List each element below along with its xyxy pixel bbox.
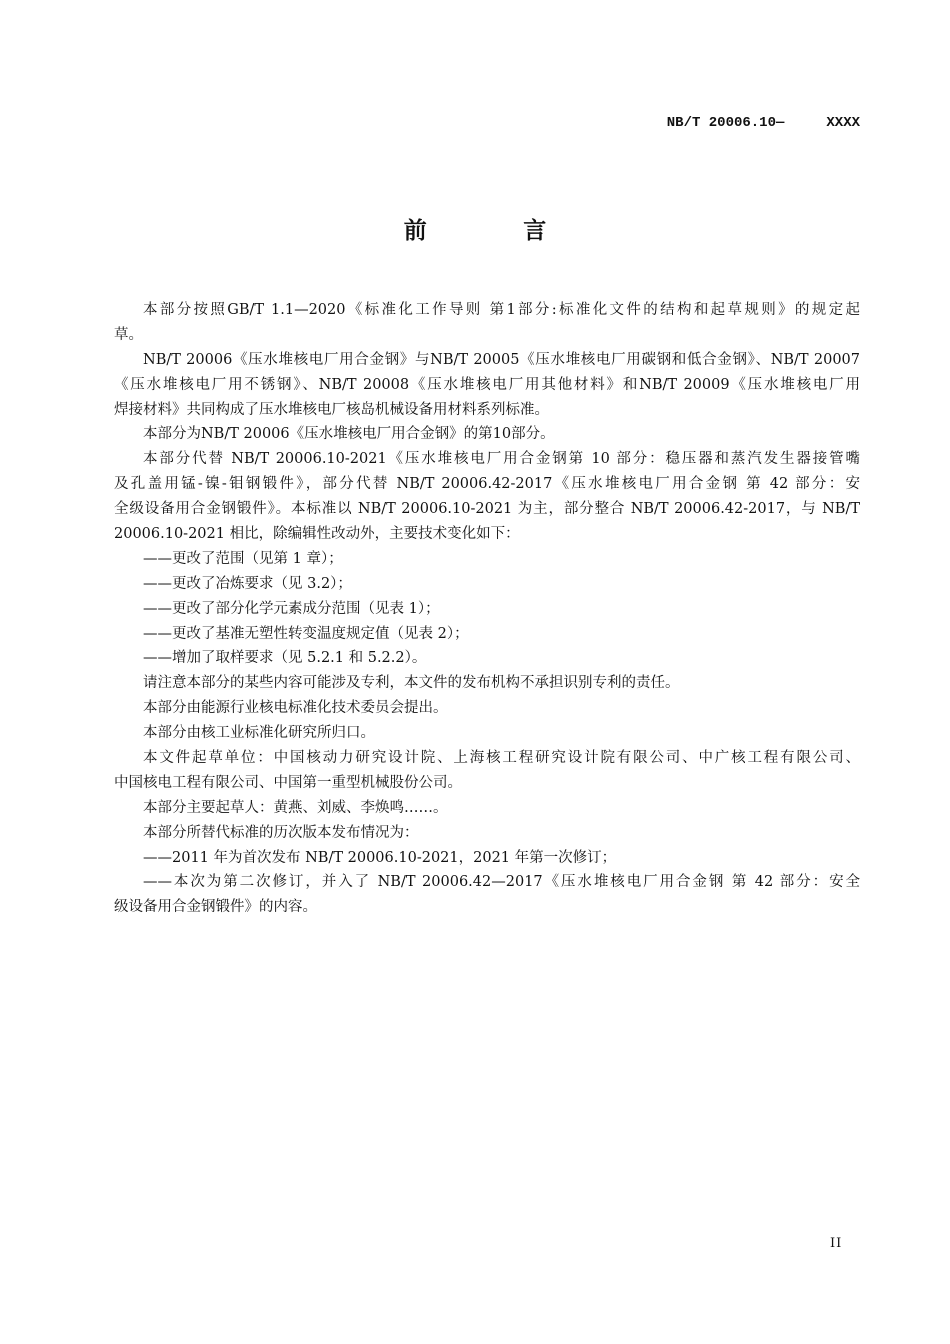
paragraph: [114, 721, 860, 746]
paragraph-line: 全级设备用合金钢锻件》。本标准以 NB/T 20006.10-2021 为主，部分整合 NB/T 20006.42-2017，与 NB/T: [114, 501, 860, 518]
paragraph: [114, 597, 860, 622]
paragraph-line: 《压水堆核电厂用不锈钢》、NB/T 20008《压水堆核电厂用其他材料》和NB/T 20009《压水堆核电厂用: [114, 376, 860, 393]
paragraph-line: ——更改了冶炼要求（见 3.2）；: [143, 575, 352, 592]
paragraph-line: 中国核电工程有限公司、中国第一重型机械股份公司。: [114, 774, 462, 791]
paragraph-line: 本部分由能源行业核电标准化技术委员会提出。: [143, 700, 448, 717]
paragraph: [114, 622, 860, 647]
paragraph-line: ——更改了基准无塑性转变温度规定值（见表 2）；: [143, 625, 469, 642]
paragraph-line: 本部分主要起草人：黄燕、刘威、李焕鸣……。: [143, 799, 448, 816]
paragraph-line: NB/T 20006《压水堆核电厂用合金钢》与NB/T 20005《压水堆核电厂用碳钢和低合金钢》、NB/T 20007: [143, 351, 860, 368]
paragraph-line: 及孔盖用锰-镍-钼钢锻件》，部分代替 NB/T 20006.42-2017《压水堆核电厂用合金钢 第 42 部分：安: [114, 476, 860, 493]
paragraph: [114, 572, 860, 597]
paragraph-line: 20006.10-2021 相比，除编辑性改动外，主要技术变化如下：: [114, 526, 520, 543]
page-title: 前 言: [403, 218, 584, 244]
paragraph-line: ——2011 年为首次发布 NB/T 20006.10-2021，2021 年第一次修订；: [143, 849, 617, 866]
paragraph: [114, 422, 860, 447]
paragraph-line: ——本次为第二次修订，并入了 NB/T 20006.42—2017《压水堆核电厂用合金钢 第 42 部分：安全: [143, 874, 860, 891]
paragraph: [114, 821, 860, 846]
paragraph: [114, 348, 860, 423]
paragraph-line: ——更改了部分化学元素成分范围（见表 1）；: [143, 600, 440, 617]
paragraph-line: 焊接材料》共同构成了压水堆核电厂核岛机械设备用材料系列标准。: [114, 401, 549, 418]
paragraph: [114, 646, 860, 671]
paragraph-line: 本部分代替 NB/T 20006.10-2021《压水堆核电厂用合金钢第 10 部分：稳压器和蒸汽发生器接管嘴: [143, 451, 860, 468]
paragraph-line: 本部分按照GB/T 1.1—2020《标准化工作导则 第1部分:标准化文件的结构和起草规则》的规定起: [143, 302, 860, 318]
paragraph: [114, 696, 860, 721]
paragraph: [114, 547, 860, 572]
document-number-header: NB/T 20006.10— XXXX: [666, 115, 860, 131]
paragraph: [114, 746, 860, 796]
paragraph-line: 本部分所替代标准的历次版本发布情况为：: [143, 824, 419, 841]
paragraph-line: ——增加了取样要求（见 5.2.1 和 5.2.2）。: [143, 650, 427, 667]
page-number: II: [830, 1236, 843, 1251]
paragraph-line: 本部分由核工业标准化研究所归口。: [143, 725, 375, 742]
paragraph: [114, 671, 860, 696]
paragraph: [114, 796, 860, 821]
paragraph-line: ——更改了范围（见第 1 章）；: [143, 550, 343, 567]
paragraph-line: 本部分为NB/T 20006《压水堆核电厂用合金钢》的第10部分。: [143, 426, 555, 443]
paragraph-line: 草。: [114, 326, 143, 343]
paragraph-line: 本文件起草单位：中国核动力研究设计院、上海核工程研究设计院有限公司、中广核工程有限公司、: [143, 750, 860, 767]
paragraph-line: 级设备用合金钢锻件》的内容。: [114, 899, 317, 916]
paragraph: [114, 298, 860, 348]
paragraph: [114, 846, 860, 871]
paragraph-line: 请注意本部分的某些内容可能涉及专利，本文件的发布机构不承担识别专利的责任。: [143, 675, 680, 692]
paragraph: [114, 870, 860, 920]
foreword-body: [114, 298, 860, 920]
paragraph: [114, 447, 860, 547]
